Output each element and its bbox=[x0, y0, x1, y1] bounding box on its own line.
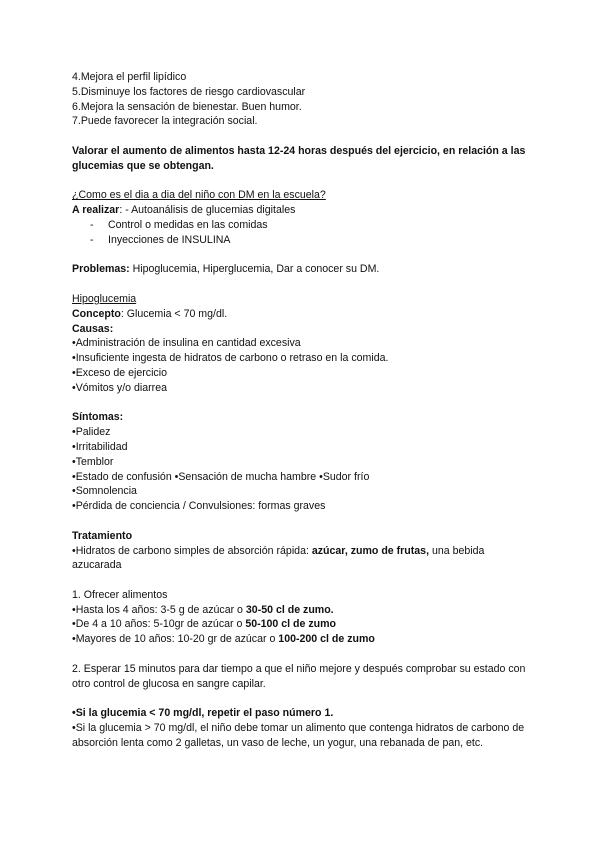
concepto-line bbox=[72, 307, 532, 322]
causa-item: •Insuficiente ingesta de hidratos de carbono o retraso en la comida. bbox=[72, 352, 389, 365]
problemas-text: Hipoglucemia, Hiperglucemia, Dar a conocer su DM. bbox=[129, 263, 380, 276]
age-item-text: •Mayores de 10 años: 10-20 gr de azúcar o bbox=[72, 633, 279, 646]
age-item-amount: 30-50 cl de zumo. bbox=[245, 603, 334, 616]
age-item-text: •Hasta los 4 años: 3-5 g de azúcar o bbox=[72, 603, 246, 616]
tratamiento-intro-bold: azúcar, zumo de frutas, bbox=[311, 544, 430, 557]
rule-2: •Si la glucemia > 70 mg/dl, el niño debe tomar un alimento que contenga hidratos de carbono de absorción lenta como 2 galletas, un vaso de leche, un yogur, una rebanada de pan, etc. bbox=[72, 722, 525, 749]
realizar-text: : - Autoanálisis de glucemias digitales bbox=[119, 204, 296, 217]
causas-label: Causas: bbox=[72, 322, 114, 335]
sintoma-item: •Somnolencia bbox=[72, 485, 137, 498]
concepto-text: : Glucemia < 70 mg/dl. bbox=[120, 307, 228, 320]
valorar-note: Valorar el aumento de alimentos hasta 12-24 horas después del ejercicio, en relación a las glucemias que se obtengan. bbox=[72, 144, 526, 172]
benefit-item: 6.Mejora la sensación de bienestar. Buen humor. bbox=[72, 100, 302, 113]
sintomas-label: Síntomas: bbox=[72, 411, 124, 424]
rule-1: •Si la glucemia < 70 mg/dl, repetir el paso número 1. bbox=[72, 707, 334, 720]
concepto-label: Concepto bbox=[72, 307, 121, 320]
benefit-item: 5.Disminuye los factores de riesgo cardiovascular bbox=[72, 85, 306, 98]
realizar-item bbox=[72, 218, 532, 233]
sintoma-item: •Palidez bbox=[72, 426, 111, 439]
hipoglucemia-heading: Hipoglucemia bbox=[72, 292, 137, 305]
sintoma-item: •Temblor bbox=[72, 455, 114, 468]
dash-marker: - bbox=[90, 218, 94, 231]
realizar-item-text: Control o medidas en las comidas bbox=[108, 218, 268, 231]
document-page bbox=[72, 70, 532, 751]
tratamiento-label: Tratamiento bbox=[72, 529, 133, 542]
step-2: 2. Esperar 15 minutos para dar tiempo a que el niño mejore y después comprobar su estado con otro control de glucosa en sangre capilar. bbox=[72, 662, 526, 690]
tratamiento-intro-pre: •Hidratos de carbono simples de absorción rápida: bbox=[72, 544, 312, 557]
problemas-label: Problemas: bbox=[72, 263, 130, 276]
realizar-label: A realizar bbox=[72, 204, 120, 217]
age-item-amount: 50-100 cl de zumo bbox=[245, 618, 337, 631]
tratamiento-intro-post: una bebida azucarada bbox=[72, 544, 485, 572]
step-1: 1. Ofrecer alimentos bbox=[72, 588, 168, 601]
benefit-item: 4.Mejora el perfil lipídico bbox=[72, 71, 187, 83]
problemas-line bbox=[72, 262, 532, 277]
dash-marker: - bbox=[90, 233, 94, 246]
sintoma-item: •Pérdida de conciencia / Convulsiones: formas graves bbox=[72, 500, 326, 513]
sintoma-item: •Estado de confusión •Sensación de mucha hambre •Sudor frío bbox=[72, 470, 370, 483]
realizar-item bbox=[72, 233, 532, 248]
age-item bbox=[72, 632, 532, 647]
causa-item: •Vómitos y/o diarrea bbox=[72, 381, 167, 394]
causa-item: •Administración de insulina en cantidad excesiva bbox=[72, 337, 301, 350]
realizar-line bbox=[72, 203, 532, 218]
sintoma-item: •Irritabilidad bbox=[72, 440, 128, 453]
tratamiento-intro bbox=[72, 544, 532, 574]
age-item bbox=[72, 617, 532, 632]
age-item-amount: 100-200 cl de zumo bbox=[278, 633, 375, 646]
causa-item: •Exceso de ejercicio bbox=[72, 366, 167, 379]
escuela-question: ¿Como es el dia a dia del niño con DM en la escuela? bbox=[72, 189, 326, 202]
age-item-text: •De 4 a 10 años: 5-10gr de azúcar o bbox=[72, 618, 246, 631]
benefit-item: 7.Puede favorecer la integración social. bbox=[72, 115, 258, 128]
benefits-list bbox=[72, 70, 532, 129]
realizar-item-text: Inyecciones de INSULINA bbox=[108, 233, 231, 246]
age-item bbox=[72, 603, 532, 618]
